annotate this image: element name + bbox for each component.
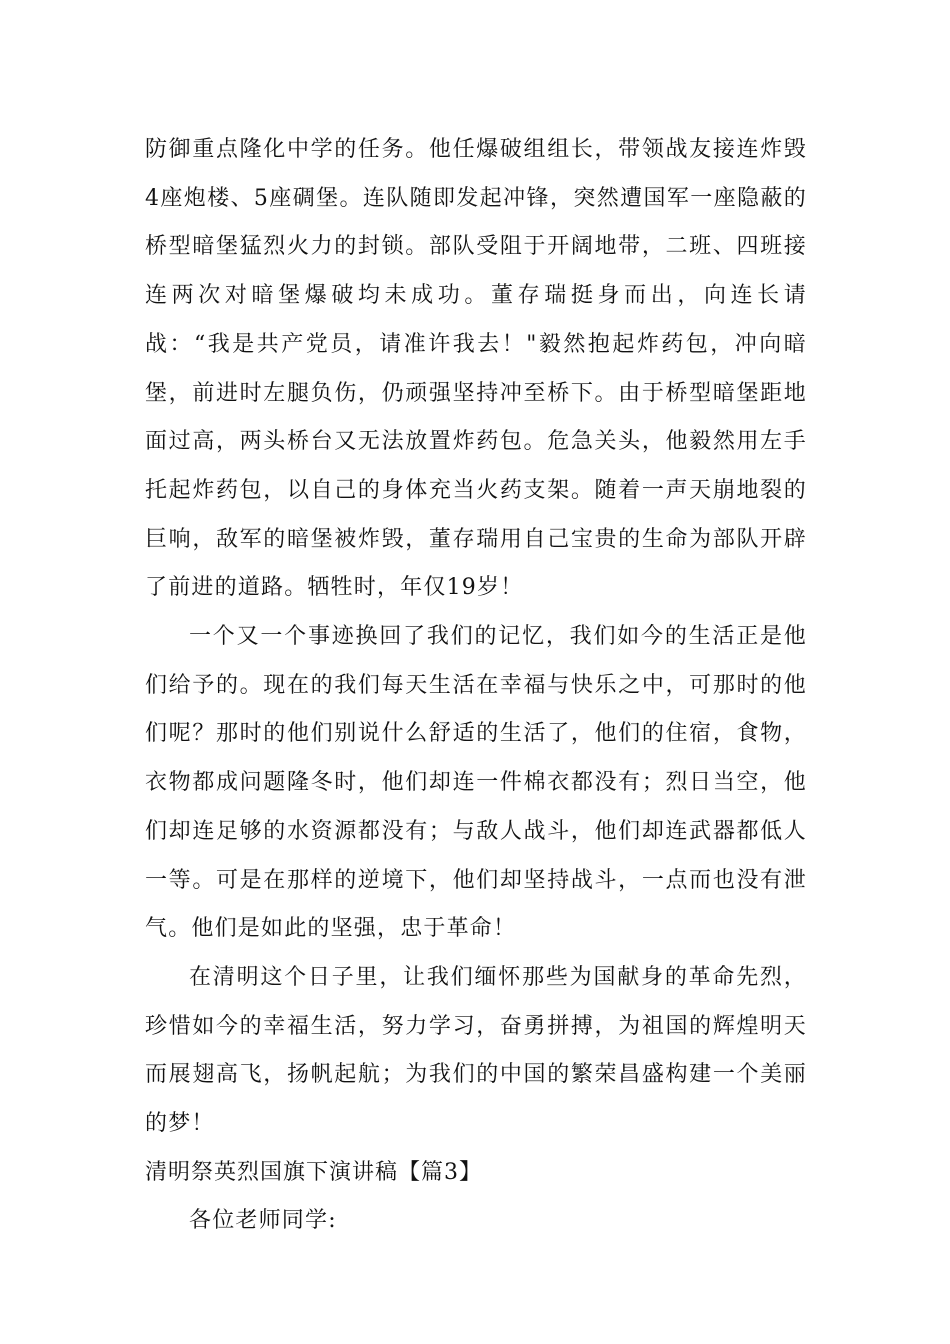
salutation: 各位老师同学: xyxy=(189,1208,337,1234)
paragraph-reflection: 一个又一个事迹换回了我们的记忆，我们如今的生活正是他们给予的。现在的我们每天生活在幸福与快乐之中，可那时的他们呢？那时的他们别说什么舒适的生活了，他们的住宿，食物，衣物都成问题隆冬时，他们却连一件棉衣都没有；烈日当空，他们却连足够的水资源都没有；与敌人战斗，他们却连武器都低人一等。可是在那样的逆境下，他们却坚持战斗，一点而也没有泄气。他们是如此的坚强，忠于革命！ xyxy=(145,624,807,942)
paragraph-conclusion: 在清明这个日子里，让我们缅怀那些为国献身的革命先烈，珍惜如今的幸福生活，努力学习，奋勇拼搏，为祖国的辉煌明天而展翅高飞，扬帆起航；为我们的中国的繁荣昌盛构建一个美丽的梦！ xyxy=(145,964,807,1137)
document-body xyxy=(145,126,807,1246)
paragraph-continuation: 防御重点隆化中学的任务。他任爆破组组长，带领战友接连炸毁4座炮楼、5座碉堡。连队随即发起冲锋，突然遭国军一座隐蔽的桥型暗堡猛烈火力的封锁。部队受阻于开阔地带，二班、四班接连两次对暗堡爆破均未成功。董存瑞挺身而出，向连长请战：“我是共产党员，请准许我去！"毅然抱起炸药包，冲向暗堡，前进时左腿负伤，仍顽强坚持冲至桥下。由于桥型暗堡距地面过高，两头桥台又无法放置炸药包。危急关头，他毅然用左手托起炸药包，以自己的身体充当火药支架。随着一声天崩地裂的巨响，敌军的暗堡被炸毁，董存瑞用自己宝贵的生命为部队开辟了前进的道路。牺牲时，年仅19岁！ xyxy=(145,137,807,601)
section-heading: 清明祭英烈国旗下演讲稿【篇3】 xyxy=(145,1159,482,1185)
